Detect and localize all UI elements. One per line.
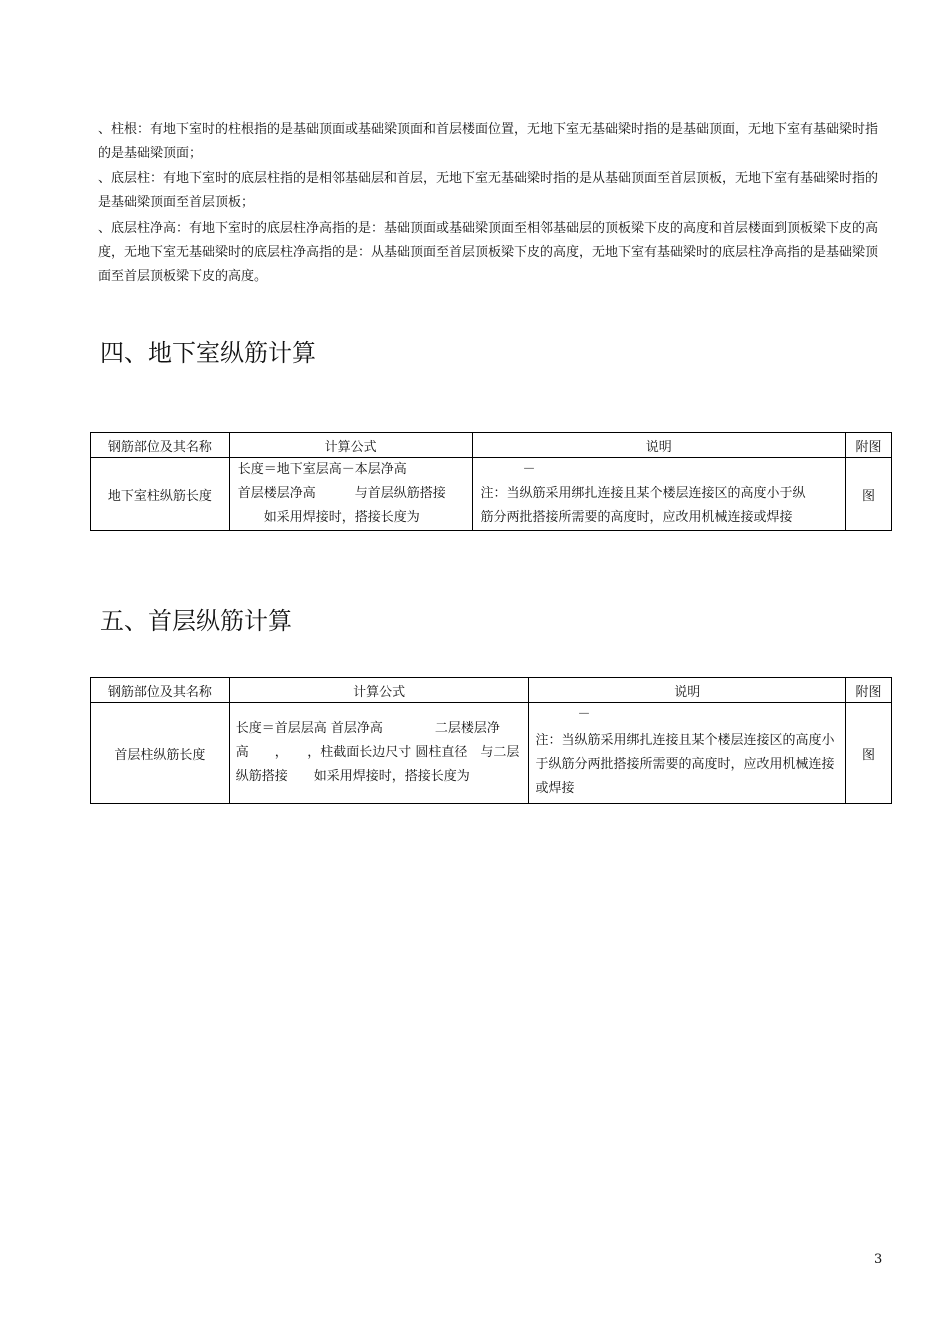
first-floor-rebar-table (90, 677, 892, 804)
description-line: 筋分两批搭接所需要的高度时，应改用机械连接或焊接 (480, 510, 793, 525)
formula-text: 长度＝首层层高 首层净高 二层楼层净高 ， ，柱截面长边尺寸 圆柱直径 与二层纵筋搭接 如采用焊接时，搭接长度为 (235, 721, 520, 784)
header-description: 说明 (529, 678, 846, 703)
formula-cell (229, 458, 472, 531)
description-dash: － (522, 462, 536, 477)
table-header-row (91, 433, 892, 458)
figure-cell: 图 (846, 458, 892, 531)
description-dash: － (577, 707, 591, 722)
description-text: 注：当纵筋采用绑扎连接且某个楼层连接区的高度小于纵筋分两批搭接所需要的高度时，应改用机械连接或焊接 (535, 733, 835, 796)
description-line: 注：当纵筋采用绑扎连接且某个楼层连接区的高度小于纵 (480, 486, 806, 501)
description-cell (472, 458, 846, 531)
description-cell (529, 703, 846, 804)
formula-line: 首层楼层净高 与首层纵筋搭接 (237, 486, 446, 501)
header-figure: 附图 (846, 433, 892, 458)
table-header-row (91, 678, 892, 703)
figure-cell: 图 (846, 703, 892, 804)
table-row (91, 703, 892, 804)
header-formula: 计算公式 (229, 433, 472, 458)
part-name-cell: 地下室柱纵筋长度 (91, 458, 230, 531)
section-4-title: 四、地下室纵筋计算 (100, 339, 316, 367)
header-figure: 附图 (846, 678, 892, 703)
formula-cell (229, 703, 529, 804)
table-row (91, 458, 892, 531)
formula-line: 如采用焊接时，搭接长度为 (237, 510, 420, 525)
header-formula: 计算公式 (229, 678, 529, 703)
page-number: 3 (874, 1252, 883, 1267)
header-description: 说明 (472, 433, 846, 458)
header-part-name: 钢筋部位及其名称 (91, 678, 230, 703)
section-5-title: 五、首层纵筋计算 (100, 607, 292, 635)
formula-line: 长度＝地下室层高－本层净高 (237, 462, 407, 477)
part-name-cell: 首层柱纵筋长度 (91, 703, 230, 804)
basement-rebar-table (90, 432, 892, 531)
paragraph-column-root: 、柱根：有地下室时的柱根指的是基础顶面或基础梁顶面和首层楼面位置，无地下室无基础梁时指的是基础顶面，无地下室有基础梁时指的是基础梁顶面； (98, 122, 879, 161)
header-part-name: 钢筋部位及其名称 (91, 433, 230, 458)
paragraph-bottom-column: 、底层柱：有地下室时的底层柱指的是相邻基础层和首层，无地下室无基础梁时指的是从基础顶面至首层顶板，无地下室有基础梁时指的是基础梁顶面至首层顶板； (98, 171, 879, 210)
paragraph-bottom-column-clear-height: 、底层柱净高：有地下室时的底层柱净高指的是：基础顶面或基础梁顶面至相邻基础层的顶板梁下皮的高度和首层楼面到顶板梁下皮的高度，无地下室无基础梁时的底层柱净高指的是：从基础顶面至首层顶板梁下皮的高度，无地下室有基础梁时的底层柱净高指的是基础梁顶面至首层顶板梁下皮的高度。 (98, 221, 879, 284)
